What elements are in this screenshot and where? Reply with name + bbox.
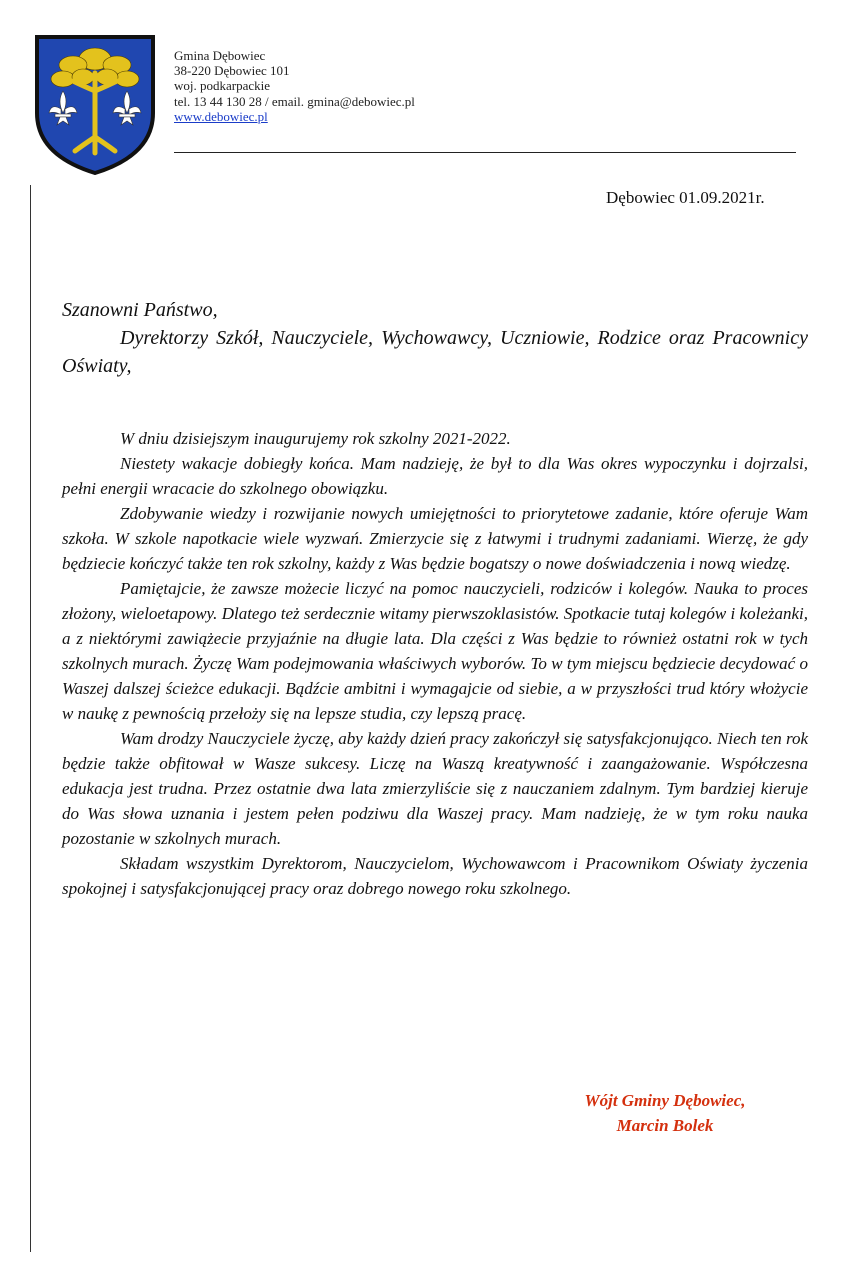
- body-paragraph-4: Pamiętajcie, że zawsze możecie liczyć na pomoc nauczycieli, rodziców i kolegów. Nauka to proces złożony, wieloetapowy. Dlatego też serdecznie witamy pierwszoklasistów. Spotkacie tutaj kolegów i koleżanki, a z niektórymi zawiążecie przyjaźnie na długie lata. Dla części z Was będzie to również ostatni rok w tych szkolnych murach. Życzę Wam podejmowania właściwych wyborów. To w tym miejscu będziecie decydować o Waszej dalszej ścieżce edukacji. Bądźcie ambitni i wymagajcie od siebie, a w przyszłości trud który włożycie w naukę z pewnością przełoży się na lepsze studia, czy lepszą pracę.: [62, 579, 808, 723]
- website-link[interactable]: www.debowiec.pl: [174, 108, 268, 124]
- greeting-salutation: Szanowni Państwo,: [62, 299, 218, 321]
- letterhead: [174, 48, 415, 124]
- greeting: [62, 296, 808, 380]
- letterhead-region: woj. podkarpackie: [174, 78, 271, 94]
- body-paragraph-2: Niestety wakacje dobiegły końca. Mam nadzieję, że był to dla Was okres wypoczynku i dojrzalsi, pełni energii wracacie do szkolnego obowiązku.: [62, 454, 808, 498]
- body-paragraph-3: Zdobywanie wiedzy i rozwijanie nowych umiejętności to priorytetowe zadanie, które oferuje Wam szkoła. W szkole napotkacie wiele wyzwań. Zmierzycie się z łatwymi i trudnymi zadaniami. Wierzę, że gdy będziecie kończyć także ten rok szkolny, każdy z Was będzie bogatszy o nowe doświadczenia i nową wiedzę.: [62, 504, 808, 573]
- letterhead-contact: tel. 13 44 130 28 / email. gmina@debowiec.pl: [174, 93, 415, 109]
- signature-name: Marcin Bolek: [616, 1116, 714, 1135]
- letter-date: Dębowiec 01.09.2021r.: [606, 188, 765, 207]
- body-paragraph-6: Składam wszystkim Dyrektorom, Nauczycielom, Wychowawcom i Pracownikom Oświaty życzenia spokojnej i satysfakcjonującej pracy oraz dobrego nowego roku szkolnego.: [62, 854, 808, 898]
- letterhead-office-name: Gmina Dębowiec: [174, 48, 266, 63]
- body-paragraph-5: Wam drodzy Nauczyciele życzę, aby każdy dzień pracy zakończył się satysfakcjonująco. Niech ten rok będzie także obfitował w Wasze sukcesy. Liczę na Waszą kreatywność i zaangażowanie. Współczesna edukacja jest trudna. Przez ostatnie dwa lata zmierzyliście się z nauczaniem zdalnym. Tym bardziej kieruje do Was słowa uznania i jestem pełen podziwu dla Waszej pracy. Mam nadzieję, że w tym roku nauka pozostanie w szkolnych murach.: [62, 729, 808, 848]
- coat-of-arms-crest-icon: [33, 33, 157, 175]
- signature-title: Wójt Gminy Dębowiec,: [584, 1091, 746, 1110]
- greeting-addressees: Dyrektorzy Szkół, Nauczyciele, Wychowawcy, Uczniowie, Rodzice oraz Pracownicy Oświaty,: [62, 327, 808, 377]
- left-margin-line: [30, 185, 31, 1252]
- signature: [560, 1088, 770, 1138]
- body-paragraph-1: W dniu dzisiejszym inaugurujemy rok szkolny 2021-2022.: [120, 429, 511, 448]
- letter-body: [62, 426, 808, 901]
- letterhead-address: 38-220 Dębowiec 101: [174, 63, 290, 79]
- header-divider: [174, 152, 796, 153]
